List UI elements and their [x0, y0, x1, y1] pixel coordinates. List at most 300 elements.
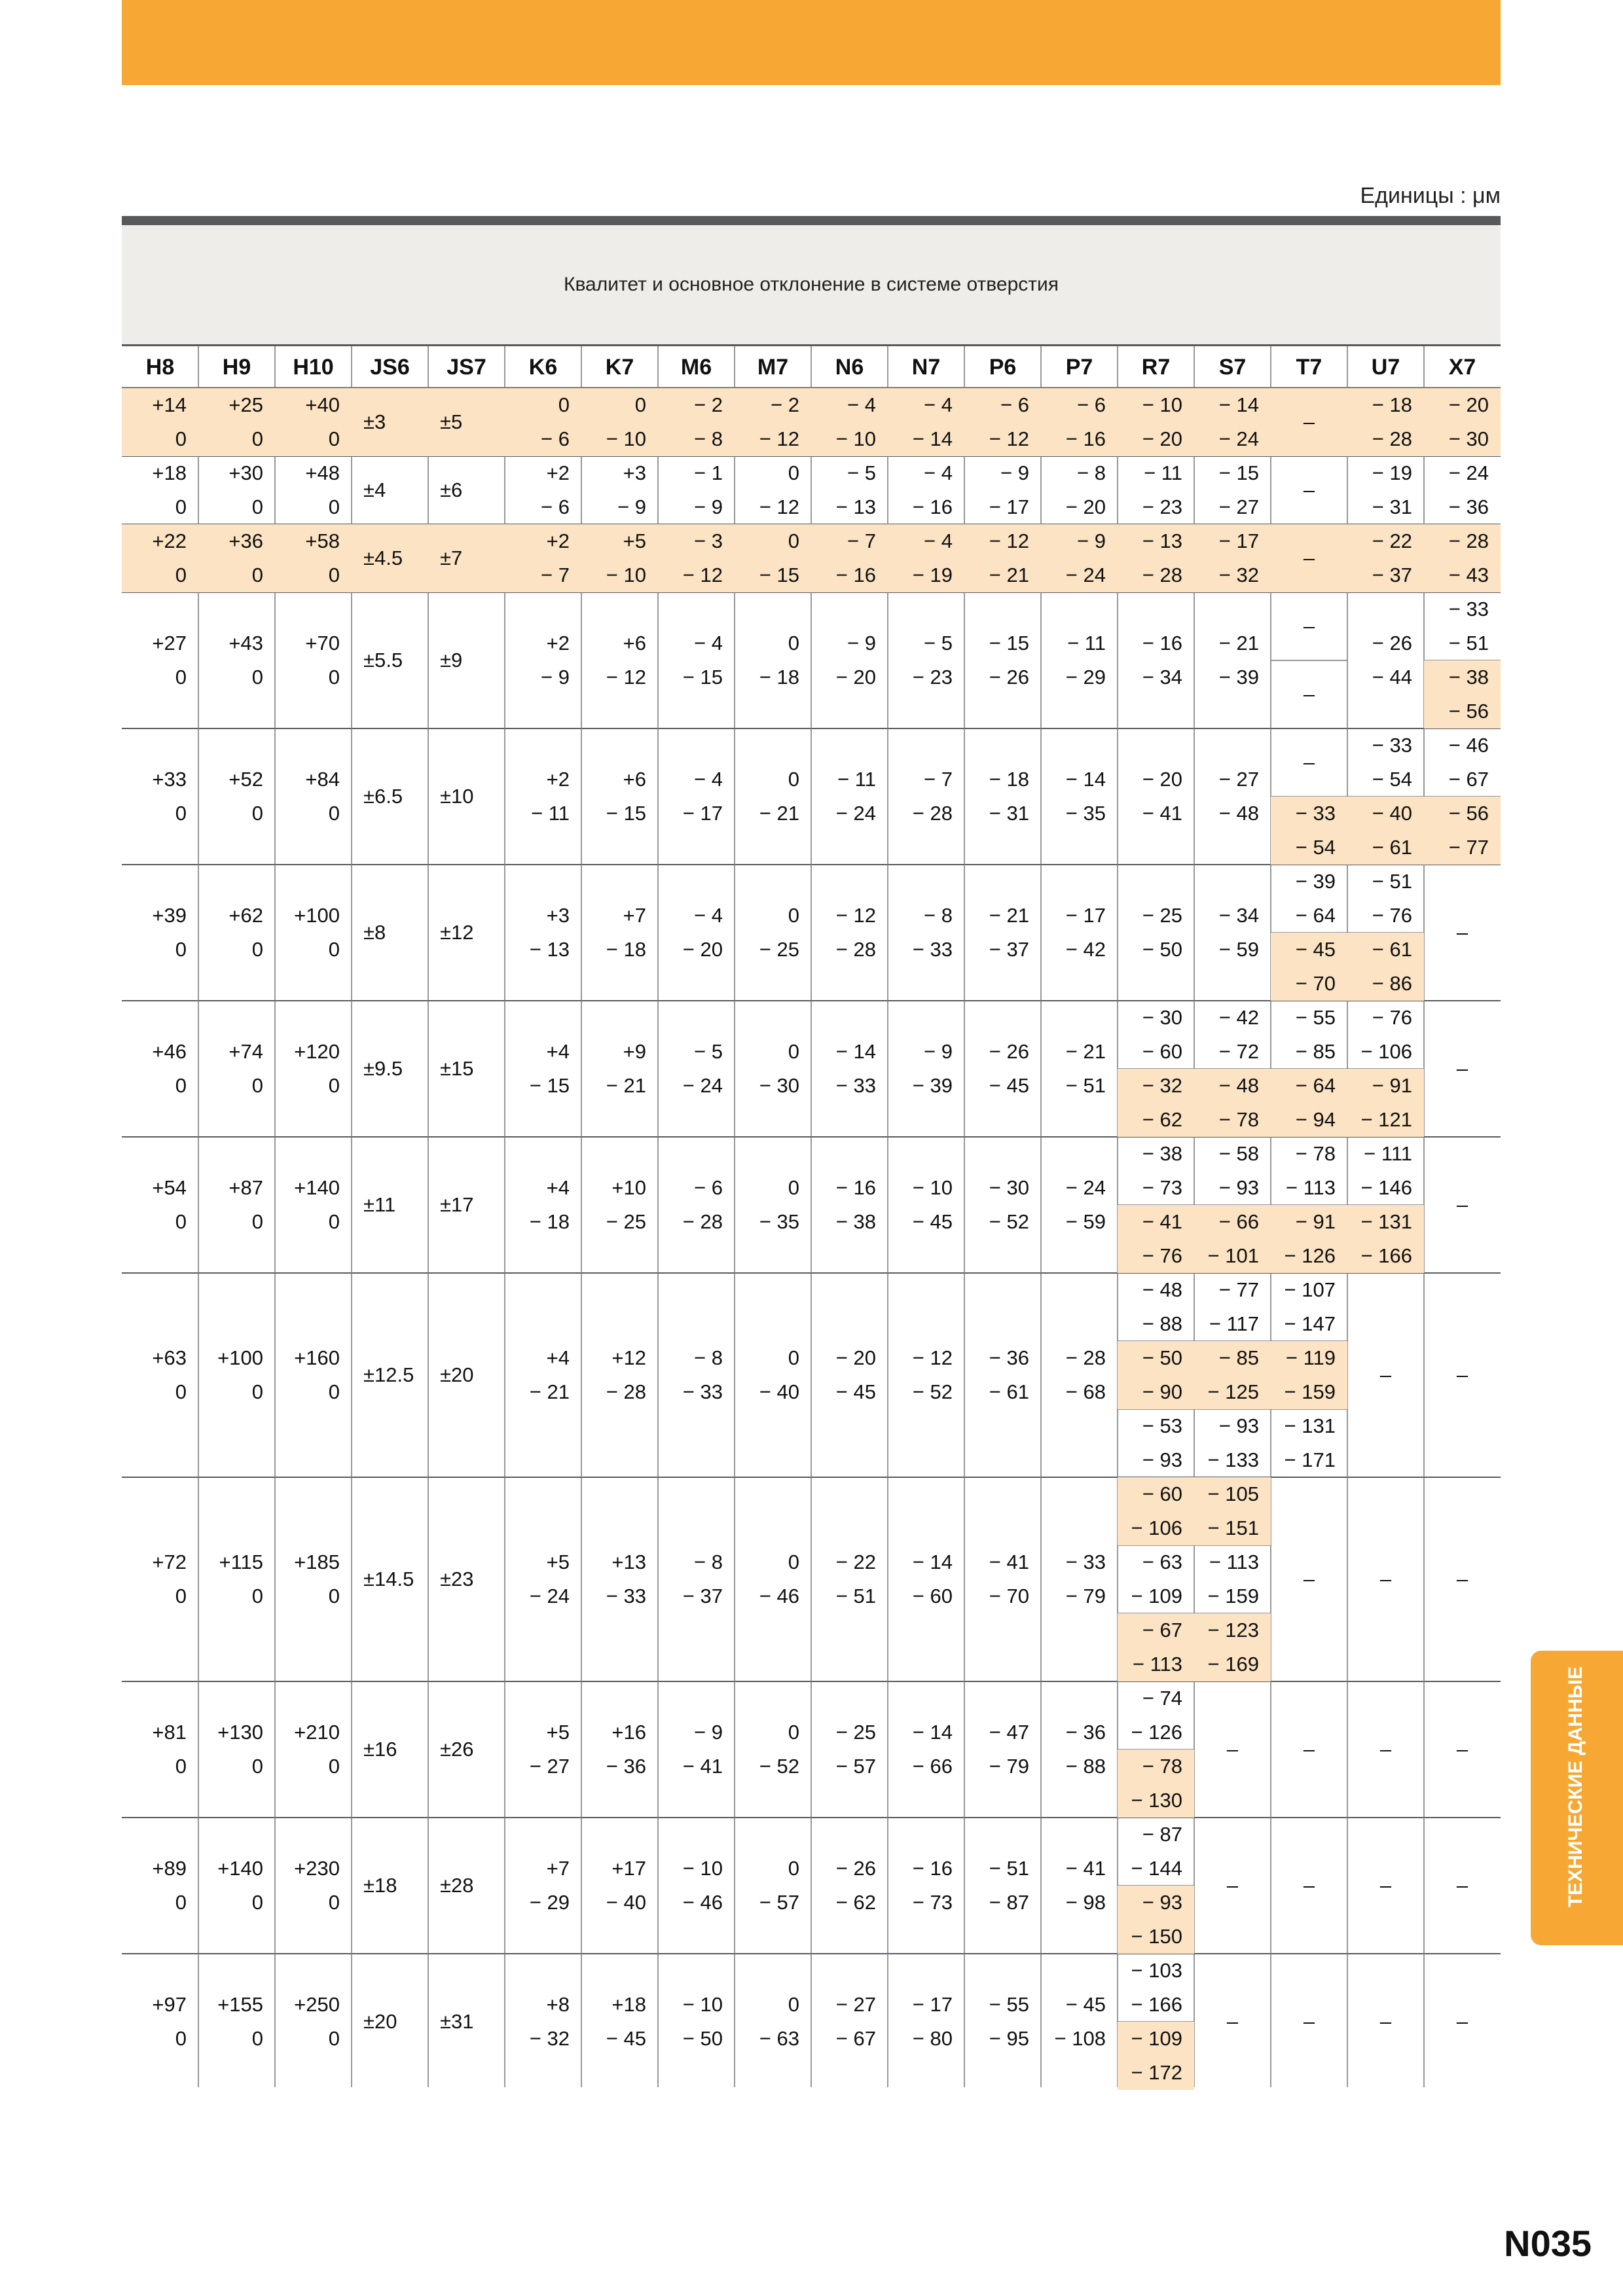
col-m6-upper: − 8 — [694, 1551, 723, 1573]
col-x7-lower: − 56 — [1448, 700, 1489, 723]
col-k6-lower: − 7 — [541, 564, 570, 586]
col-h10-upper: +40 — [305, 393, 340, 416]
col-k6-upper: 0 — [558, 393, 570, 416]
col-p7-upper: − 33 — [1065, 1551, 1106, 1573]
col-h9-upper: +43 — [228, 632, 263, 655]
col-h10-lower: 0 — [328, 564, 340, 586]
col-u7-lower: − 76 — [1372, 904, 1412, 927]
col-t7-value: – — [1303, 1738, 1315, 1761]
col-s7-upper: − 48 — [1218, 1074, 1259, 1097]
col-n7-lower: − 33 — [912, 938, 953, 961]
col-x7-lower: − 51 — [1448, 632, 1489, 655]
col-n7-upper: − 16 — [912, 1857, 953, 1880]
col-t7-lower: − 113 — [1285, 1176, 1336, 1199]
column-header-m7: M7 — [757, 354, 789, 380]
col-r7-lower: − 93 — [1142, 1448, 1182, 1471]
col-m6-upper: − 8 — [694, 1346, 723, 1369]
col-p7-upper: − 17 — [1065, 904, 1106, 927]
col-k7-upper: +13 — [611, 1551, 646, 1573]
col-r7-lower: − 23 — [1142, 495, 1182, 518]
col-n6-lower: − 16 — [835, 564, 876, 586]
col-n6-lower: − 28 — [835, 938, 876, 961]
col-s7-lower: − 159 — [1207, 1585, 1259, 1607]
col-h9-lower: 0 — [251, 495, 263, 518]
col-t7-lower: − 159 — [1284, 1380, 1336, 1403]
col-u7-value: – — [1379, 1738, 1392, 1761]
col-m6-upper: − 4 — [694, 632, 723, 655]
col-r7-lower: − 166 — [1131, 1993, 1182, 2016]
col-t7-upper: − 33 — [1295, 802, 1336, 825]
col-p6-lower: − 31 — [989, 802, 1029, 825]
col-p6-lower: − 21 — [989, 564, 1029, 586]
col-js6-value: ±9.5 — [363, 1057, 403, 1080]
col-x7-value: – — [1456, 2010, 1468, 2033]
col-n6-lower: − 51 — [835, 1585, 876, 1607]
column-header-u7: U7 — [1371, 354, 1400, 380]
col-p7-upper: − 21 — [1065, 1040, 1106, 1063]
section-tab-label: ТЕХНИЧЕСКИЕ ДАННЫЕ — [1565, 1666, 1586, 1908]
col-k6-lower: − 9 — [541, 666, 570, 689]
col-r7-lower: − 172 — [1131, 2061, 1182, 2084]
col-p7-lower: − 98 — [1065, 1891, 1106, 1914]
col-p7-lower: − 24 — [1065, 564, 1106, 586]
col-n6-lower: − 62 — [835, 1891, 876, 1914]
col-m7-lower: − 21 — [759, 802, 799, 825]
col-h10-lower: 0 — [328, 1755, 340, 1778]
col-k7-upper: +18 — [611, 1993, 646, 2016]
col-n7-upper: − 17 — [912, 1993, 953, 2016]
col-k7-lower: − 10 — [606, 427, 646, 450]
col-k7-upper: +7 — [623, 904, 646, 927]
col-p7-lower: − 42 — [1065, 938, 1106, 961]
column-header-p6: P6 — [989, 354, 1017, 380]
col-k6-upper: +2 — [546, 529, 570, 552]
col-r7-upper: − 60 — [1142, 1482, 1182, 1505]
col-h9-upper: +140 — [217, 1857, 263, 1880]
col-m7-lower: − 57 — [759, 1891, 799, 1914]
col-p7-upper: − 28 — [1065, 1346, 1106, 1369]
col-m6-upper: − 4 — [694, 904, 723, 927]
col-t7-dash: – — [1303, 615, 1315, 637]
col-js6-value: ±3 — [363, 410, 386, 433]
col-m7-lower: − 40 — [759, 1380, 799, 1403]
col-u7-upper: − 26 — [1372, 632, 1412, 655]
col-h9-upper: +52 — [228, 768, 263, 791]
col-x7-value: – — [1456, 1738, 1468, 1761]
col-p6-upper: − 36 — [989, 1346, 1029, 1369]
col-p7-upper: − 6 — [1077, 393, 1106, 416]
col-t7-lower: − 70 — [1295, 972, 1336, 995]
col-m7-upper: 0 — [788, 1857, 799, 1880]
col-p6-upper: − 51 — [989, 1857, 1029, 1880]
col-s7-upper: − 42 — [1218, 1006, 1259, 1029]
col-h10-upper: +210 — [294, 1721, 340, 1744]
col-t7-lower: − 85 — [1295, 1040, 1336, 1063]
col-r7-upper: − 48 — [1142, 1278, 1182, 1301]
col-s7-upper: − 93 — [1218, 1414, 1259, 1437]
col-r7-upper: − 20 — [1142, 768, 1182, 791]
col-js6-value: ±11 — [363, 1193, 396, 1216]
col-k7-lower: − 10 — [606, 564, 646, 586]
col-h8-upper: +27 — [152, 632, 187, 655]
col-r7-upper: − 67 — [1142, 1619, 1182, 1641]
col-p6-lower: − 17 — [989, 495, 1029, 518]
col-h8-lower: 0 — [175, 1074, 187, 1097]
col-x7-value: – — [1456, 1568, 1468, 1590]
col-r7-upper: − 63 — [1142, 1551, 1182, 1573]
col-p7-lower: − 108 — [1054, 2027, 1106, 2050]
col-s7-lower: − 48 — [1218, 802, 1259, 825]
col-p6-upper: − 41 — [989, 1551, 1029, 1573]
col-u7-lower: − 31 — [1372, 495, 1412, 518]
col-s7-upper: − 34 — [1218, 904, 1259, 927]
col-p6-lower: − 87 — [989, 1891, 1029, 1914]
col-m6-upper: − 1 — [694, 461, 723, 484]
col-s7-value: – — [1226, 1738, 1239, 1761]
col-t7-lower: − 94 — [1295, 1108, 1336, 1131]
col-p7-lower: − 35 — [1065, 802, 1106, 825]
col-t7-upper: − 45 — [1295, 938, 1336, 961]
col-h8-lower: 0 — [175, 564, 187, 586]
col-k6-upper: +5 — [546, 1551, 570, 1573]
col-h8-lower: 0 — [175, 2027, 187, 2050]
col-p7-lower: − 88 — [1065, 1755, 1106, 1778]
col-k6-lower: − 13 — [529, 938, 570, 961]
col-t7-dash: – — [1303, 751, 1315, 774]
col-h8-lower: 0 — [175, 1380, 187, 1403]
col-t7-value: – — [1303, 547, 1315, 569]
col-s7-lower: − 72 — [1218, 1040, 1259, 1063]
col-n6-upper: − 9 — [847, 632, 876, 655]
col-k7-lower: − 33 — [606, 1585, 646, 1607]
col-n7-lower: − 23 — [912, 666, 953, 689]
col-m6-lower: − 37 — [682, 1585, 723, 1607]
col-h9-upper: +74 — [228, 1040, 263, 1063]
col-p7-upper: − 11 — [1067, 632, 1106, 655]
col-m7-upper: 0 — [788, 1346, 799, 1369]
col-h9-lower: 0 — [251, 1074, 263, 1097]
col-r7-upper: − 41 — [1142, 1210, 1182, 1233]
col-p7-upper: − 14 — [1065, 768, 1106, 791]
col-n7-upper: − 5 — [924, 632, 953, 655]
col-t7-lower: − 64 — [1295, 904, 1336, 927]
col-h8-upper: +33 — [152, 768, 187, 791]
col-u7-upper: − 51 — [1372, 870, 1412, 893]
col-js6-value: ±6.5 — [363, 785, 403, 808]
col-m6-lower: − 24 — [682, 1074, 723, 1097]
col-m7-upper: 0 — [788, 1721, 799, 1744]
col-s7-value: – — [1226, 1874, 1239, 1897]
column-header-js7: JS7 — [447, 354, 486, 380]
col-h8-lower: 0 — [175, 802, 187, 825]
col-h8-upper: +72 — [152, 1551, 187, 1573]
col-m6-upper: − 9 — [694, 1721, 723, 1744]
col-m7-upper: 0 — [788, 1993, 799, 2016]
col-u7-value: – — [1379, 1568, 1392, 1590]
col-h9-lower: 0 — [251, 564, 263, 586]
col-k7-upper: +12 — [611, 1346, 646, 1369]
col-r7-lower: − 113 — [1132, 1653, 1182, 1676]
col-m7-lower: − 30 — [759, 1074, 799, 1097]
col-s7-lower: − 93 — [1218, 1176, 1259, 1199]
col-h10-upper: +160 — [294, 1346, 340, 1369]
col-k6-upper: +8 — [546, 1993, 570, 2016]
col-p6-upper: − 18 — [989, 768, 1029, 791]
col-x7-upper: − 24 — [1448, 461, 1489, 484]
col-k6-upper: +2 — [546, 632, 570, 655]
col-r7-upper: − 11 — [1144, 461, 1182, 484]
col-m6-lower: − 12 — [682, 564, 723, 586]
col-n6-upper: − 11 — [837, 768, 876, 791]
col-k6-lower: − 29 — [529, 1891, 570, 1914]
col-p7-upper: − 36 — [1065, 1721, 1106, 1744]
col-m6-lower: − 28 — [682, 1210, 723, 1233]
col-k6-lower: − 6 — [541, 427, 570, 450]
col-n6-lower: − 13 — [835, 495, 876, 518]
col-k7-lower: − 9 — [617, 495, 646, 518]
col-n6-upper: − 14 — [835, 1040, 876, 1063]
col-s7-upper: − 77 — [1218, 1278, 1259, 1301]
col-h10-lower: 0 — [328, 1074, 340, 1097]
col-h8-lower: 0 — [175, 1210, 187, 1233]
col-u7-upper: − 22 — [1372, 529, 1412, 552]
col-m7-upper: 0 — [788, 529, 799, 552]
col-m6-upper: − 10 — [682, 1993, 723, 2016]
col-t7-upper: − 131 — [1284, 1414, 1336, 1437]
col-s7-lower: − 151 — [1207, 1516, 1259, 1539]
col-n7-upper: − 14 — [912, 1551, 953, 1573]
col-k7-lower: − 12 — [606, 666, 646, 689]
col-s7-upper: − 66 — [1218, 1210, 1259, 1233]
col-m7-lower: − 46 — [759, 1585, 799, 1607]
col-js7-value: ±31 — [440, 2010, 474, 2033]
column-header-k6: K6 — [528, 354, 558, 380]
col-r7-lower: − 20 — [1142, 427, 1182, 450]
col-n6-lower: − 67 — [835, 2027, 876, 2050]
col-r7-lower: − 73 — [1142, 1176, 1182, 1199]
table-top-rule — [122, 216, 1501, 225]
col-m7-upper: 0 — [788, 1040, 799, 1063]
col-h10-lower: 0 — [328, 427, 340, 450]
col-m7-lower: − 35 — [759, 1210, 799, 1233]
col-js7-value: ±5 — [440, 410, 463, 433]
col-js7-value: ±15 — [440, 1057, 474, 1080]
col-s7-value: – — [1226, 2010, 1239, 2033]
col-h10-lower: 0 — [328, 2027, 340, 2050]
col-r7-upper: − 74 — [1142, 1687, 1182, 1710]
col-u7-lower: − 121 — [1360, 1108, 1412, 1131]
column-header-k7: K7 — [605, 354, 634, 380]
col-s7-upper: − 17 — [1218, 529, 1259, 552]
col-k7-upper: +5 — [623, 529, 646, 552]
col-p7-upper: − 24 — [1065, 1176, 1106, 1199]
col-m6-lower: − 33 — [682, 1380, 723, 1403]
col-m6-upper: − 5 — [694, 1040, 723, 1063]
units-label: Единицы : μм — [1360, 183, 1501, 208]
col-p7-lower: − 59 — [1065, 1210, 1106, 1233]
col-u7-lower: − 28 — [1372, 427, 1412, 450]
col-x7-lower: − 67 — [1448, 768, 1489, 791]
col-n7-lower: − 19 — [912, 564, 953, 586]
col-s7-upper: − 58 — [1218, 1142, 1259, 1165]
col-js6-value: ±12.5 — [363, 1363, 414, 1386]
col-x7-value: – — [1456, 1874, 1468, 1897]
col-h8-lower: 0 — [175, 1585, 187, 1607]
col-h8-upper: +22 — [152, 529, 187, 552]
col-h9-lower: 0 — [251, 802, 263, 825]
col-u7-lower: − 146 — [1360, 1176, 1412, 1199]
col-m7-lower: − 18 — [759, 666, 799, 689]
col-h9-upper: +30 — [228, 461, 263, 484]
col-p6-lower: − 52 — [989, 1210, 1029, 1233]
col-k7-upper: +10 — [611, 1176, 646, 1199]
col-h10-lower: 0 — [328, 1210, 340, 1233]
column-header-x7: X7 — [1448, 354, 1476, 380]
col-p6-upper: − 6 — [1000, 393, 1029, 416]
col-t7-lower: − 171 — [1284, 1448, 1336, 1471]
col-k6-upper: +4 — [546, 1346, 570, 1369]
col-h10-lower: 0 — [328, 938, 340, 961]
col-p6-lower: − 45 — [989, 1074, 1029, 1097]
col-s7-upper: − 85 — [1218, 1346, 1259, 1369]
col-x7-value: – — [1456, 1363, 1468, 1386]
column-header-h8: H8 — [145, 354, 175, 380]
col-m7-lower: − 15 — [759, 564, 799, 586]
col-r7-lower: − 109 — [1131, 1585, 1182, 1607]
col-t7-value: – — [1303, 1874, 1315, 1897]
col-r7-lower: − 41 — [1142, 802, 1182, 825]
col-n7-lower: − 28 — [912, 802, 953, 825]
col-n6-lower: − 57 — [835, 1755, 876, 1778]
col-s7-lower: − 24 — [1218, 427, 1259, 450]
col-js7-value: ±6 — [440, 478, 463, 501]
col-k6-lower: − 6 — [541, 495, 570, 518]
col-h8-upper: +81 — [152, 1721, 187, 1744]
col-u7-upper: − 18 — [1372, 393, 1412, 416]
col-t7-upper: − 91 — [1295, 1210, 1336, 1233]
col-h10-upper: +84 — [305, 768, 340, 791]
col-k6-upper: +2 — [546, 461, 570, 484]
col-n6-upper: − 12 — [835, 904, 876, 927]
col-m6-upper: − 10 — [682, 1857, 723, 1880]
col-h9-lower: 0 — [251, 1585, 263, 1607]
col-r7-upper: − 25 — [1142, 904, 1182, 927]
col-n6-upper: − 5 — [847, 461, 876, 484]
col-p6-lower: − 95 — [989, 2027, 1029, 2050]
col-n6-upper: − 27 — [835, 1993, 876, 2016]
col-k7-lower: − 25 — [606, 1210, 646, 1233]
col-h10-upper: +100 — [294, 904, 340, 927]
col-r7-lower: − 106 — [1131, 1516, 1182, 1539]
col-n6-upper: − 25 — [835, 1721, 876, 1744]
col-x7-lower: − 36 — [1448, 495, 1489, 518]
page-number: N035 — [1504, 2223, 1592, 2264]
table-title: Квалитет и основное отклонение в системе отверстия — [563, 274, 1059, 295]
col-m7-upper: 0 — [788, 768, 799, 791]
col-m6-lower: − 41 — [682, 1755, 723, 1778]
col-m6-upper: − 3 — [694, 529, 723, 552]
col-k6-upper: +2 — [546, 768, 570, 791]
col-s7-upper: − 123 — [1207, 1619, 1259, 1641]
col-m7-lower: − 25 — [759, 938, 799, 961]
col-js6-value: ±18 — [363, 1874, 397, 1897]
col-x7-upper: − 38 — [1448, 666, 1489, 689]
col-m6-lower: − 17 — [682, 802, 723, 825]
col-h9-upper: +87 — [228, 1176, 263, 1199]
col-k7-lower: − 40 — [606, 1891, 646, 1914]
col-k6-upper: +7 — [546, 1857, 570, 1880]
column-header-n6: N6 — [835, 354, 864, 380]
col-x7-upper: − 28 — [1448, 529, 1489, 552]
col-js7-value: ±28 — [440, 1874, 474, 1897]
col-m6-lower: − 46 — [682, 1891, 723, 1914]
col-m7-upper: 0 — [788, 632, 799, 655]
col-js6-value: ±5.5 — [363, 649, 403, 672]
col-h8-upper: +18 — [152, 461, 187, 484]
col-u7-upper: − 91 — [1372, 1074, 1412, 1097]
col-js7-value: ±17 — [440, 1193, 474, 1216]
col-u7-lower: − 54 — [1372, 768, 1412, 791]
col-h9-lower: 0 — [251, 1755, 263, 1778]
col-r7-lower: − 126 — [1131, 1721, 1182, 1744]
col-p6-lower: − 79 — [989, 1755, 1029, 1778]
col-u7-value: – — [1379, 1874, 1392, 1897]
col-h9-upper: +36 — [228, 529, 263, 552]
col-h8-lower: 0 — [175, 1891, 187, 1914]
col-k6-lower: − 21 — [529, 1380, 570, 1403]
col-m6-lower: − 20 — [682, 938, 723, 961]
col-n7-lower: − 52 — [912, 1380, 953, 1403]
col-p6-lower: − 61 — [989, 1380, 1029, 1403]
col-k7-lower: − 21 — [606, 1074, 646, 1097]
col-s7-lower: − 125 — [1207, 1380, 1259, 1403]
col-r7-upper: − 32 — [1142, 1074, 1182, 1097]
col-t7-upper: − 78 — [1295, 1142, 1336, 1165]
col-u7-upper: − 131 — [1360, 1210, 1412, 1233]
col-p6-upper: − 26 — [989, 1040, 1029, 1063]
col-k7-lower: − 15 — [606, 802, 646, 825]
col-s7-lower: − 59 — [1218, 938, 1259, 961]
col-n6-upper: − 7 — [847, 529, 876, 552]
col-x7-value: – — [1456, 921, 1468, 944]
col-r7-upper: − 16 — [1142, 632, 1182, 655]
col-h8-lower: 0 — [175, 427, 187, 450]
col-h10-upper: +140 — [294, 1176, 340, 1199]
col-h10-lower: 0 — [328, 1891, 340, 1914]
col-h8-lower: 0 — [175, 495, 187, 518]
col-h10-upper: +48 — [305, 461, 340, 484]
col-s7-lower: − 169 — [1207, 1653, 1259, 1676]
col-x7-upper: − 56 — [1448, 802, 1489, 825]
col-x7-lower: − 77 — [1448, 836, 1489, 859]
col-k7-upper: 0 — [634, 393, 646, 416]
col-p7-upper: − 45 — [1065, 1993, 1106, 2016]
col-t7-upper: − 64 — [1295, 1074, 1336, 1097]
col-k7-lower: − 28 — [606, 1380, 646, 1403]
col-r7-lower: − 150 — [1131, 1925, 1182, 1948]
col-t7-upper: − 39 — [1295, 870, 1336, 893]
col-r7-upper: − 50 — [1142, 1346, 1182, 1369]
col-m6-upper: − 6 — [694, 1176, 723, 1199]
col-p7-lower: − 68 — [1065, 1380, 1106, 1403]
col-p7-lower: − 20 — [1065, 495, 1106, 518]
col-r7-upper: − 53 — [1142, 1414, 1182, 1437]
col-m6-lower: − 8 — [694, 427, 723, 450]
col-s7-upper: − 113 — [1209, 1551, 1259, 1573]
col-p7-lower: − 16 — [1065, 427, 1106, 450]
col-m6-lower: − 50 — [682, 2027, 723, 2050]
col-x7-upper: − 33 — [1448, 598, 1489, 620]
